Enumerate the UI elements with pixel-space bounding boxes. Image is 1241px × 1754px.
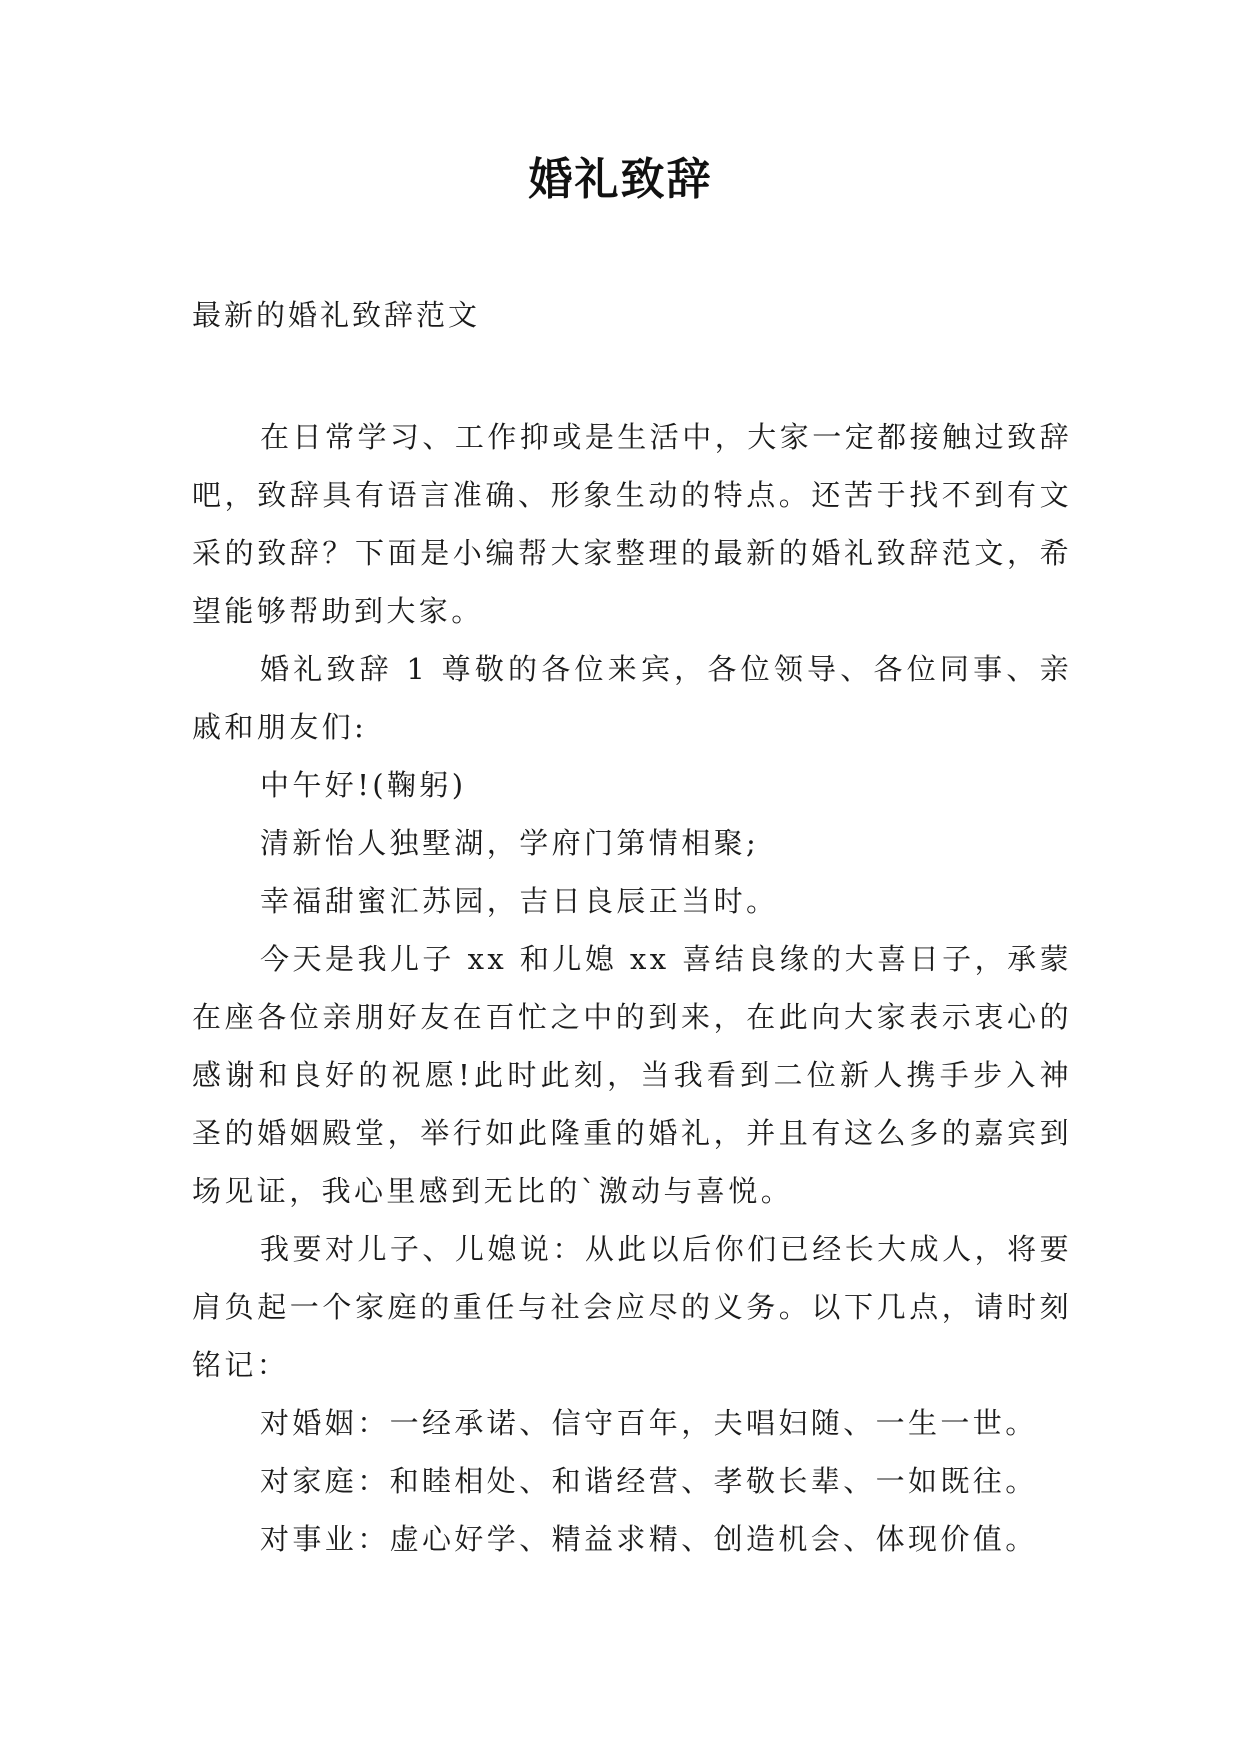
document-subtitle: 最新的婚礼致辞范文 (192, 298, 481, 332)
paragraph-advice-marriage: 对婚姻：一经承诺、信守百年，夫唱妇随、一生一世。 (260, 1406, 1038, 1440)
paragraph-intro: 在日常学习、工作抑或是生活中，大家一定都接触过致辞吧，致辞具有语言准确、形象生动的特点。还苦于找不到有文采的致辞？下面是小编帮大家整理的最新的婚礼致辞范文，希望能够帮助到大家。 (192, 420, 1072, 628)
paragraph-couplet-line-2: 幸福甜蜜汇苏园，吉日良辰正当时。 (260, 884, 779, 918)
document-body (192, 408, 1072, 1568)
paragraph-couplet-line-1: 清新怡人独墅湖，学府门第情相聚; (260, 826, 760, 860)
paragraph-advice-family: 对家庭：和睦相处、和谐经营、孝敬长辈、一如既往。 (260, 1464, 1038, 1498)
paragraph-wedding-day: 今天是我儿子 xx 和儿媳 xx 喜结良缘的大喜日子，承蒙在座各位亲朋好友在百忙之中的到来，在此向大家表示衷心的感谢和良好的祝愿!此时此刻，当我看到二位新人携手步入神圣的婚姻殿堂，举行如此隆重的婚礼，并且有这么多的嘉宾到场见证，我心里感到无比的`激动与喜悦。 (192, 942, 1072, 1208)
paragraph-greeting-audience: 婚礼致辞 1 尊敬的各位来宾，各位领导、各位同事、亲戚和朋友们: (192, 652, 1072, 744)
document-title: 婚礼致辞 (528, 154, 713, 205)
paragraph-advice-intro: 我要对儿子、儿媳说：从此以后你们已经长大成人，将要肩负起一个家庭的重任与社会应尽的义务。以下几点，请时刻铭记： (192, 1232, 1072, 1382)
paragraph-advice-career: 对事业：虚心好学、精益求精、创造机会、体现价值。 (260, 1522, 1038, 1556)
paragraph-good-noon: 中午好!(鞠躬) (260, 768, 467, 802)
